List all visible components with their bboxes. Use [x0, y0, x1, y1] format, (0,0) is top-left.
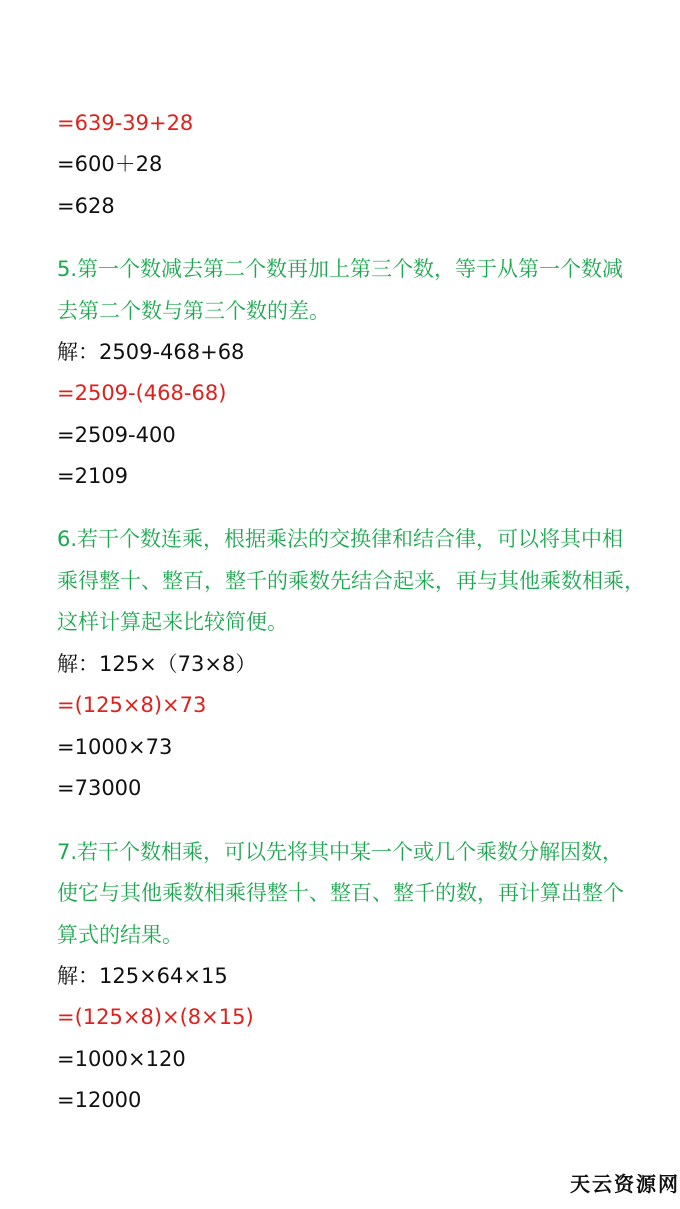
part6-step1: =(125×8)×73 — [57, 693, 207, 717]
part5-step1: =2509-(468-68) — [57, 381, 227, 405]
part5-step3: =2109 — [57, 464, 129, 488]
part6-step3: =73000 — [57, 776, 142, 800]
part6-rule-line2: 乘得整十、整百，整千的乘数先结合起来，再与其他乘数相乘， — [57, 569, 645, 593]
part5-rule-line1: 5.第一个数减去第二个数再加上第三个数，等于从第一个数减 — [57, 257, 624, 281]
part7-step2: =1000×120 — [57, 1047, 186, 1071]
part7-rule-line1: 7.若干个数相乘，可以先将其中某一个或几个乘数分解因数， — [57, 840, 624, 864]
part4-step2: =600＋28 — [57, 152, 163, 176]
part6-rule-line3: 这样计算起来比较简便。 — [57, 610, 288, 634]
part6-step2: =1000×73 — [57, 735, 173, 759]
part7-problem: 解：125×64×15 — [57, 964, 228, 988]
part4-step3: =628 — [57, 194, 115, 218]
part5-problem: 解：2509-468+68 — [57, 340, 245, 364]
part5-rule-line2: 去第二个数与第三个数的差。 — [57, 299, 330, 323]
part7-step3: =12000 — [57, 1088, 142, 1112]
part4-step1: =639-39+28 — [57, 111, 194, 135]
part6-rule-line1: 6.若干个数连乘，根据乘法的交换律和结合律，可以将其中相 — [57, 527, 624, 551]
part7-step1: =(125×8)×(8×15) — [57, 1005, 254, 1029]
part7-rule-line3: 算式的结果。 — [57, 923, 183, 947]
part6-problem: 解：125×（73×8） — [57, 652, 257, 676]
watermark-logo-text: 天云资源网 — [570, 1172, 680, 1196]
part5-step2: =2509-400 — [57, 423, 176, 447]
part7-rule-line2: 使它与其他乘数相乘得整十、整百、整千的数，再计算出整个 — [57, 881, 624, 905]
